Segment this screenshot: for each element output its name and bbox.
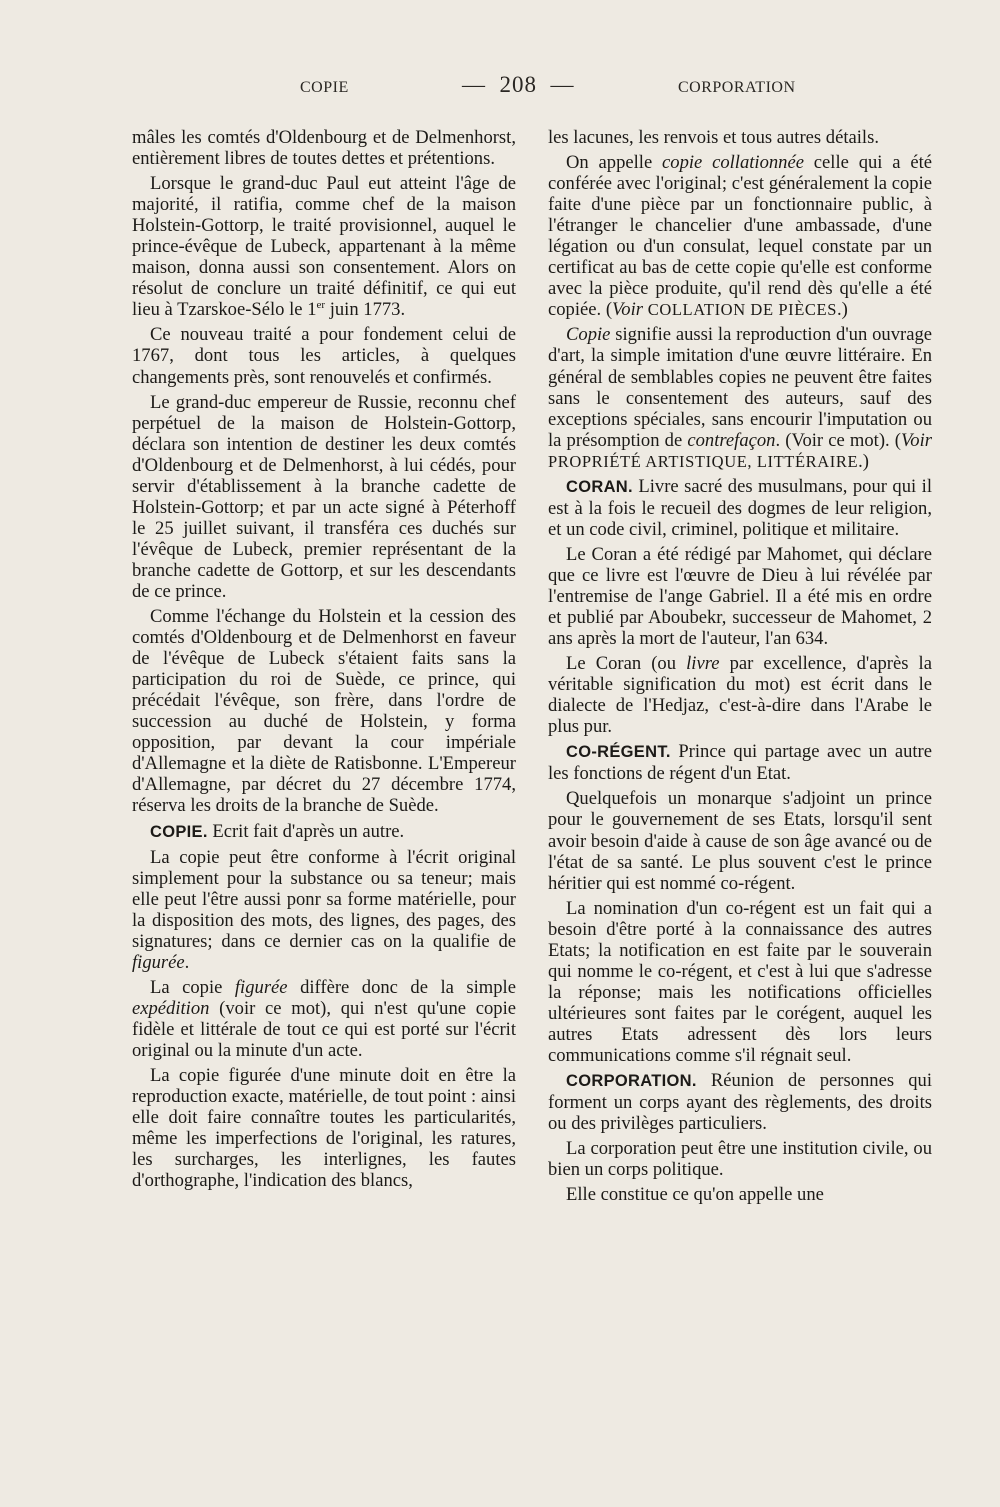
headword-copie: COPIE.	[150, 822, 208, 841]
paragraph-text: juin 1773.	[325, 299, 406, 321]
paragraph: La nomination d'un co-régent est un fait qui a besoin d'être porté à la connaissance des autres Etats; la notification en est faite par le souverain qui nomme le co-régent, et c'est à lui que s'adresse la réponse; mais les notifications officielles ultérieures sont faites par le corégent, auquel les autres Etats adressent dès lors leurs communications comme s'il régnait seul.	[548, 897, 932, 1066]
italic-voir: Voir	[901, 429, 932, 451]
paragraph	[548, 324, 932, 471]
paragraph: La copie figurée d'une minute doit en être la reproduction exacte, matérielle, de tout point : ainsi elle doit faire connaître toutes les particularités, même les imperfections de l'original, les ratures, les surcharges, les interlignes, les fautes d'orthographe, l'indication des blancs,	[132, 1065, 516, 1192]
paragraph-text: .	[184, 951, 190, 973]
superscript-er: er	[316, 299, 326, 312]
paragraph-text: celle qui a été conférée avec l'original; c'est généralement la copie faite d'une pièce par un fonctionnaire public, à l'étranger le chancelier d'une ambassade, d'une légation ou d'un consulat, lequel constate par un certificat au bas de cette copie qu'elle est conforme avec la pièce produite, qu'il rend dès qu'elle a été copiée. (	[548, 152, 932, 321]
page-number: — 208 —	[462, 72, 575, 97]
paragraph-text: La copie peut être conforme à l'écrit original simplement pour la substance ou sa teneur; mais elle peut l'être aussi ponr sa forme matérielle, pour la disposition des mots, des lignes, des pages, des signatures; dans ce dernier cas on la qualifie de	[132, 846, 516, 952]
entry-coran	[548, 476, 932, 540]
definition-text: Livre sacré des musulmans, pour qui il est à la fois le recueil des dogmes de leur religion, et un code civil, criminel, politique et militaire.	[548, 475, 932, 540]
italic-term: figurée	[132, 951, 185, 973]
cross-reference: PROPRIÉTÉ ARTISTIQUE, LITTÉRAIRE	[548, 451, 859, 471]
italic-term: copie collationnée	[662, 152, 804, 174]
italic-term: expédition	[132, 997, 210, 1019]
paragraph-text: diffère donc de la simple	[287, 976, 516, 998]
page-number-value: 208	[499, 72, 537, 97]
running-head	[132, 74, 932, 104]
paragraph-text: . (Voir ce mot). (	[775, 429, 901, 451]
paragraph: Elle constitue ce qu'on appelle une	[566, 1184, 824, 1206]
headword-co-regent: CO-RÉGENT.	[566, 743, 671, 762]
entry-co-regent	[548, 741, 932, 784]
paragraph: Quelquefois un monarque s'adjoint un prince pour le gouvernement de ses Etats, lorsqu'il sent avoir besoin d'aide à cause de son âge avancé ou de l'état de sa santé. Le plus souvent c'est le prince héritier qui est nommé co-régent.	[548, 788, 932, 894]
paragraph-text: .)	[858, 450, 869, 472]
paragraph-text: On appelle	[566, 152, 663, 174]
paragraph: Le Coran a été rédigé par Mahomet, qui déclare que ce livre est l'œuvre de Dieu à lui révélée par l'entremise de l'ange Gabriel. Il a été mis en ordre et publié par Aboubekr, successeur de Mahomet, 2 ans après la mort de l'auteur, l'an 634.	[548, 543, 932, 650]
paragraph-text: signifie aussi la reproduction d'un ouvrage d'art, la simple imitation d'une œuvre littéraire. En général de semblables copies ne peuvent être faites sans le consentement des auteurs, sauf des exceptions spéciales, sans encourir l'imputation ou la présomption de	[548, 324, 932, 451]
paragraph: La corporation peut être une institution civile, ou bien un corps politique.	[548, 1138, 932, 1181]
paragraph-text: Lorsque le grand-duc Paul eut atteint l'âge de majorité, il ratifia, comme chef de la maison Holstein-Gottorp, le traité provisionnel, auquel le prince-évêque de Lubeck, appartenant à la même maison, donna aussi son consentement. Alors on résolut de conclure un traité définitif, ce qui eut lieu à Tzarskoe-Sélo le	[132, 173, 516, 321]
headword-corporation: CORPORATION.	[566, 1072, 697, 1091]
paragraph-text: La copie	[150, 976, 235, 998]
paragraph-text: (voir ce mot), qui n'est qu'une copie fidèle et littérale de tout ce qui est porté sur l'écrit original ou la minute d'un acte.	[132, 997, 516, 1061]
date-day: 1	[307, 299, 317, 321]
paragraph: Ce nouveau traité a pour fondement celui de 1767, dont tous les articles, à quelques changements près, sont renouvelés et confirmés.	[132, 324, 516, 388]
paragraph-text: .)	[836, 299, 848, 321]
paragraph	[132, 977, 516, 1061]
header-right-term: CORPORATION	[678, 79, 796, 96]
italic-term: livre	[686, 653, 720, 675]
paragraph-text: par excellence, d'après la véritable signification du mot) est écrit dans le dialecte de l'Hedjaz, c'est-à-dire dans l'Arabe le plus pur.	[548, 653, 932, 738]
paragraph	[132, 847, 516, 973]
italic-term: Copie	[566, 324, 611, 346]
definition-text: Ecrit fait d'après un autre.	[207, 820, 405, 842]
definition-text: Prince qui partage avec un autre les fonctions de régent d'un Etat.	[548, 741, 932, 785]
italic-voir: Voir	[612, 299, 644, 321]
header-left-term: COPIE	[300, 79, 349, 96]
italic-term: contrefaçon	[687, 429, 776, 451]
paragraph: Le grand-duc empereur de Russie, reconnu chef perpétuel de la maison de Holstein-Gottorp, déclara son intention de destiner les deux comtés d'Oldenbourg et de Delmenhorst, à lui cédés, pour servir d'établissement à la branche cadette de Holstein-Gottorp; et par un acte signé à Péterhoff le 25 juillet suivant, il transféra ces duchés sur l'évêque de Lubeck, premier représentant de la branche cadette de Gottorp, et sur les descendants de ce prince.	[132, 391, 516, 602]
paragraph-text: Le Coran (ou	[566, 653, 687, 675]
paragraph: mâles les comtés d'Oldenbourg et de Delmenhorst, entièrement libres de toutes dettes et prétentions.	[132, 127, 516, 170]
headword-coran: CORAN.	[566, 477, 633, 496]
paragraph: Comme l'échange du Holstein et la cession des comtés d'Oldenbourg et de Delmenhorst en faveur de l'évêque de Lubeck s'étaient faits sans la participation du roi de Suède, ce prince, qui précédait l'évêque, son frère, dans l'ordre de succession au duché de Holstein, y forma opposition, par devant la cour impériale d'Allemagne et la diète de Ratisbonne. L'Empereur d'Allemagne, par décret du 27 décembre 1774, réserva les droits de la branche de Suède.	[132, 606, 516, 817]
left-column	[132, 127, 516, 1195]
right-column	[548, 127, 932, 1209]
paragraph	[548, 653, 932, 737]
definition-text: Réunion de personnes qui forment un corps ayant des règlements, des droits ou des privilèges particuliers.	[548, 1070, 932, 1135]
entry-copie	[132, 821, 516, 843]
cross-reference: COLLATION DE PIÈCES	[643, 300, 837, 320]
paragraph: les lacunes, les renvois et tous autres détails.	[548, 127, 879, 148]
paragraph	[548, 152, 932, 320]
paragraph	[132, 173, 516, 320]
italic-term: figurée	[234, 976, 288, 998]
entry-corporation	[548, 1070, 932, 1134]
